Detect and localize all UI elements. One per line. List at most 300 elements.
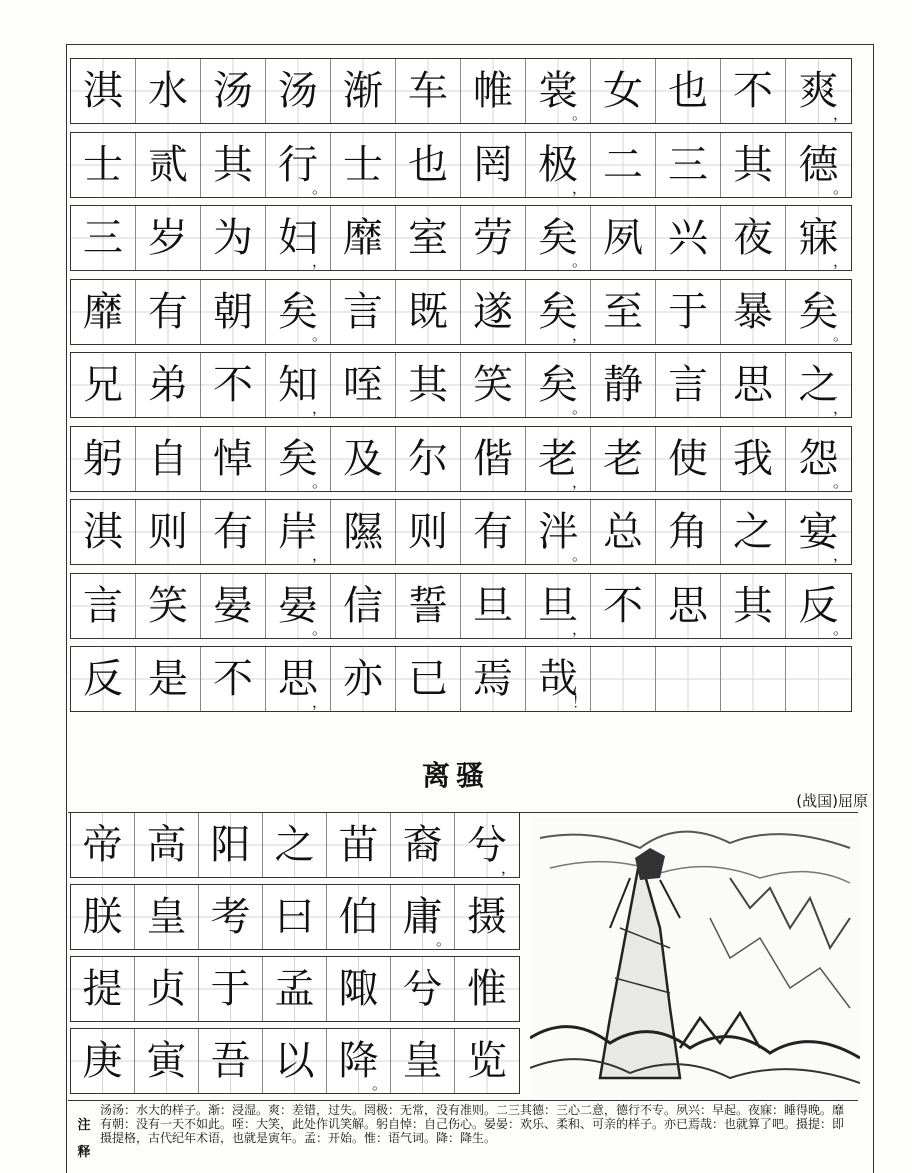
practice-character: 焉 [473, 656, 513, 702]
practice-character: 贞 [146, 966, 187, 1012]
notes-label [68, 1101, 100, 1173]
grid-cell [656, 353, 721, 417]
grid-cell [591, 574, 656, 638]
grid-cell [331, 133, 396, 197]
grid-cell [656, 647, 721, 711]
punctuation-mark: ， [832, 105, 848, 123]
grid-cell [71, 206, 136, 270]
practice-character: 有 [473, 509, 513, 555]
grid-cell [786, 206, 851, 270]
grid-cell [201, 353, 266, 417]
practice-character: 三 [668, 141, 708, 188]
grid-cell [396, 280, 461, 344]
practice-character: 伯 [338, 894, 379, 940]
notes-text: 汤汤：水大的样子。渐：浸湿。爽：差错，过失。罔极：无常，没有准则。二三其德：三心二意，德行不专。夙兴：早起。夜寐：睡得晚。靡有朝：没有一天不如此。咥：大笑，此处作讥笑解。躬自悼：自己伤心。晏晏：欢乐、柔和、可亲的样子。亦已焉哉：也就算了吧。摄提：即摄提格，古代纪年术语，也就是寅年。孟：开始。惟：语气词。降：降生。 [100, 1103, 845, 1145]
practice-character: 也 [668, 68, 708, 114]
practice-character: 泮 [538, 509, 578, 555]
practice-character: 为 [213, 215, 253, 261]
grid-row [70, 956, 520, 1022]
grid-cell [591, 59, 656, 123]
punctuation-mark: ， [311, 546, 327, 564]
notes-label-char: 注 [77, 1118, 91, 1133]
grid-cell [327, 957, 391, 1021]
grid-cell [135, 885, 199, 949]
grid-cell [71, 957, 135, 1021]
grid-cell [71, 1029, 135, 1093]
practice-character: 朝 [213, 288, 253, 335]
grid-cell [266, 647, 331, 711]
grid-cell [396, 574, 461, 638]
practice-character: 其 [213, 141, 253, 188]
practice-character: 宴 [798, 509, 839, 555]
punctuation-mark: 。 [832, 178, 848, 197]
practice-character: 旦 [473, 582, 513, 629]
practice-character: 其 [733, 582, 773, 629]
practice-character: 言 [668, 362, 708, 408]
practice-character: 庸 [402, 894, 443, 940]
practice-character: 笑 [473, 362, 513, 408]
qu-yuan-illustration [530, 818, 860, 1098]
practice-character: 不 [733, 68, 773, 114]
grid-cell [721, 133, 786, 197]
grid-cell [136, 647, 201, 711]
grid-row [70, 1028, 520, 1094]
punctuation-mark: 。 [832, 472, 848, 491]
punctuation-mark: 。 [311, 178, 327, 197]
practice-character: 也 [408, 141, 448, 188]
practice-character: 旦 [538, 582, 578, 629]
grid-cell [391, 1029, 455, 1093]
grid-cell [266, 427, 331, 491]
punctuation-mark: ！ [571, 693, 587, 711]
practice-character: 自 [148, 435, 188, 482]
grid-cell [331, 206, 396, 270]
grid-cell [201, 647, 266, 711]
grid-cell [71, 813, 135, 877]
punctuation-mark: ， [311, 399, 327, 417]
grid-cell [71, 885, 135, 949]
practice-character: 皇 [402, 1038, 443, 1084]
practice-character: 反 [83, 656, 123, 702]
grid-cell [327, 813, 391, 877]
practice-character: 之 [798, 362, 839, 408]
practice-character: 靡 [343, 215, 383, 261]
practice-character: 贰 [148, 141, 188, 188]
grid-cell [391, 957, 455, 1021]
grid-cell [721, 59, 786, 123]
practice-character: 不 [213, 362, 253, 408]
practice-character: 有 [148, 288, 188, 335]
grid-cell [526, 500, 591, 564]
practice-character: 士 [83, 141, 123, 188]
grid-cell [591, 133, 656, 197]
practice-character: 知 [278, 362, 318, 408]
punctuation-mark: ， [500, 859, 516, 877]
grid-cell [331, 280, 396, 344]
grid-cell [263, 957, 327, 1021]
practice-character: 矣 [538, 288, 578, 335]
practice-character: 三 [83, 215, 123, 261]
practice-character: 笑 [148, 582, 188, 629]
practice-character: 曰 [274, 894, 315, 940]
practice-character: 淇 [83, 509, 123, 555]
grid-cell [266, 574, 331, 638]
practice-character: 淇 [83, 68, 123, 114]
grid-cell [396, 500, 461, 564]
grid-cell [391, 813, 455, 877]
practice-character: 寐 [798, 215, 839, 261]
grid-row [70, 499, 852, 565]
practice-character: 女 [603, 68, 643, 114]
punctuation-mark: ， [832, 546, 848, 564]
practice-character: 其 [408, 362, 448, 408]
grid-cell [455, 957, 519, 1021]
grid-cell [786, 647, 851, 711]
grid-cell [391, 885, 455, 949]
grid-row [70, 884, 520, 950]
grid-cell [331, 427, 396, 491]
grid-cell [526, 133, 591, 197]
practice-character: 阳 [210, 822, 251, 868]
grid-cell [71, 647, 136, 711]
grid-cell [526, 647, 591, 711]
practice-character: 晏 [213, 582, 253, 629]
grid-cell [656, 59, 721, 123]
practice-character: 吾 [210, 1038, 251, 1084]
grid-cell [396, 133, 461, 197]
practice-character: 晏 [278, 582, 318, 629]
practice-character: 摄 [467, 894, 507, 940]
poem-author: (战国)屈原 [796, 792, 868, 810]
practice-character: 思 [733, 362, 773, 408]
punctuation-mark: 。 [571, 399, 587, 417]
punctuation-mark: ， [832, 399, 848, 417]
practice-character: 皇 [146, 894, 187, 940]
grid-cell [331, 59, 396, 123]
practice-character: 水 [148, 68, 188, 114]
grid-cell [266, 500, 331, 564]
practice-character: 孟 [274, 966, 315, 1012]
grid-cell [396, 353, 461, 417]
grid-cell [136, 500, 201, 564]
practice-character: 惟 [467, 966, 507, 1012]
practice-character: 裔 [402, 822, 443, 868]
practice-character: 夜 [733, 215, 773, 261]
practice-character: 于 [210, 966, 251, 1012]
practice-character: 躬 [83, 435, 123, 482]
grid-cell [71, 574, 136, 638]
practice-character: 汤 [278, 68, 318, 114]
grid-cell [461, 280, 526, 344]
grid-cell [721, 206, 786, 270]
grid-cell [786, 427, 851, 491]
practice-character: 矣 [538, 215, 578, 261]
practice-character: 高 [146, 822, 187, 868]
practice-character: 兮 [402, 966, 443, 1012]
grid-cell [786, 574, 851, 638]
practice-character: 览 [467, 1038, 507, 1084]
grid-cell [396, 647, 461, 711]
grid-cell [591, 647, 656, 711]
grid-cell [201, 427, 266, 491]
grid-cell [201, 280, 266, 344]
practice-character: 思 [278, 656, 318, 702]
grid-cell [396, 206, 461, 270]
grid-cell [331, 574, 396, 638]
practice-character: 言 [343, 288, 383, 335]
grid-cell [455, 885, 519, 949]
grid-cell [656, 427, 721, 491]
practice-character: 至 [603, 288, 643, 335]
grid-cell [656, 280, 721, 344]
grid-cell [526, 427, 591, 491]
practice-character: 角 [668, 509, 708, 555]
grid-cell [327, 885, 391, 949]
grid-cell [461, 500, 526, 564]
grid-cell [721, 647, 786, 711]
practice-character: 及 [343, 435, 383, 482]
grid-cell [199, 1029, 263, 1093]
grid-cell [721, 500, 786, 564]
practice-character: 悼 [213, 435, 253, 482]
practice-character: 则 [408, 509, 448, 555]
punctuation-mark: 。 [571, 105, 587, 123]
practice-character: 考 [210, 894, 251, 940]
grid-cell [136, 574, 201, 638]
practice-character: 庚 [82, 1038, 123, 1084]
grid-cell [199, 813, 263, 877]
practice-character: 汤 [213, 68, 253, 114]
punctuation-mark: 。 [571, 546, 587, 564]
practice-character: 信 [343, 582, 383, 629]
practice-character: 寅 [146, 1038, 187, 1084]
grid-cell [266, 353, 331, 417]
grid-cell [656, 574, 721, 638]
grid-cell [71, 427, 136, 491]
practice-character: 有 [213, 509, 253, 555]
practice-character: 士 [343, 141, 383, 188]
practice-character: 是 [148, 656, 188, 702]
grid-row [70, 279, 852, 345]
grid-cell [656, 206, 721, 270]
practice-character: 帷 [473, 68, 513, 114]
grid-cell [396, 59, 461, 123]
grid-cell [461, 206, 526, 270]
practice-character: 靡 [83, 288, 123, 335]
grid-cell [591, 500, 656, 564]
practice-character: 之 [274, 822, 315, 868]
punctuation-mark: 。 [311, 325, 327, 344]
punctuation-mark: 。 [832, 619, 848, 638]
notes-section [68, 1100, 858, 1173]
punctuation-mark: ， [571, 325, 587, 344]
grid-cell [327, 1029, 391, 1093]
grid-cell [721, 574, 786, 638]
grid-cell [71, 353, 136, 417]
grid-cell [721, 427, 786, 491]
practice-character: 亦 [343, 656, 383, 702]
grid-cell [656, 500, 721, 564]
practice-character: 苗 [338, 822, 379, 868]
practice-character: 哉 [538, 656, 578, 702]
grid-cell [136, 206, 201, 270]
practice-character: 行 [278, 141, 318, 188]
grid-row [70, 58, 852, 124]
practice-character: 劳 [473, 215, 513, 261]
grid-cell [136, 133, 201, 197]
grid-cell [591, 427, 656, 491]
grid-cell [455, 813, 519, 877]
grid-cell [199, 957, 263, 1021]
practice-character: 咥 [343, 362, 383, 408]
practice-character: 其 [733, 141, 773, 188]
practice-character: 总 [603, 509, 643, 555]
poem-title: 离骚 [421, 759, 490, 792]
grid-cell [656, 133, 721, 197]
practice-character: 静 [603, 362, 643, 408]
grid-cell [135, 1029, 199, 1093]
grid-cell [266, 206, 331, 270]
practice-character: 夙 [603, 215, 643, 261]
practice-character: 言 [83, 582, 123, 629]
punctuation-mark: 。 [571, 252, 587, 270]
grid-cell [136, 280, 201, 344]
grid-cell [396, 427, 461, 491]
grid-cell [591, 206, 656, 270]
grid-row [70, 132, 852, 198]
practice-character: 矣 [278, 435, 318, 482]
grid-cell [786, 280, 851, 344]
practice-character: 裳 [538, 68, 578, 114]
practice-character: 岁 [148, 215, 188, 261]
grid-cell [786, 500, 851, 564]
practice-character: 极 [538, 141, 578, 188]
practice-character: 妇 [278, 215, 318, 261]
grid-cell [786, 59, 851, 123]
practice-character: 朕 [82, 894, 123, 940]
grid-cell [201, 59, 266, 123]
grid-cell [591, 280, 656, 344]
practice-character: 偕 [473, 435, 513, 482]
practice-character: 老 [603, 435, 643, 482]
practice-character: 之 [733, 509, 773, 555]
practice-character: 誓 [408, 582, 448, 629]
grid-cell [71, 59, 136, 123]
grid-cell [331, 500, 396, 564]
punctuation-mark: ， [311, 693, 327, 711]
practice-character: 渐 [343, 68, 383, 114]
grid-cell [786, 133, 851, 197]
grid-cell [461, 353, 526, 417]
grid-cell [135, 957, 199, 1021]
grid-row [70, 812, 520, 878]
practice-character: 老 [538, 435, 578, 482]
grid-cell [263, 1029, 327, 1093]
punctuation-mark: 。 [435, 931, 451, 949]
grid-cell [526, 574, 591, 638]
practice-character: 罔 [473, 141, 513, 188]
grid-cell [591, 353, 656, 417]
practice-character: 车 [408, 68, 448, 114]
grid-cell [201, 133, 266, 197]
grid-cell [461, 647, 526, 711]
practice-character: 室 [408, 215, 448, 261]
grid-cell [786, 353, 851, 417]
practice-character: 德 [798, 141, 839, 188]
grid-cell [461, 59, 526, 123]
punctuation-mark: ， [571, 619, 587, 638]
practice-character: 降 [338, 1038, 379, 1084]
practice-character: 岸 [278, 509, 318, 555]
grid-cell [461, 574, 526, 638]
grid-cell [135, 813, 199, 877]
grid-cell [526, 206, 591, 270]
punctuation-mark: ， [311, 252, 327, 270]
grid-cell [136, 427, 201, 491]
grid-cell [266, 280, 331, 344]
punctuation-mark: ， [571, 178, 587, 197]
practice-character: 怨 [798, 435, 839, 482]
practice-character: 于 [668, 288, 708, 335]
practice-character: 遂 [473, 288, 513, 335]
grid-row [70, 205, 852, 271]
grid-cell [461, 133, 526, 197]
grid-cell [526, 280, 591, 344]
punctuation-mark: 。 [311, 472, 327, 491]
practice-character: 不 [213, 656, 253, 702]
grid-cell [455, 1029, 519, 1093]
grid-cell [201, 500, 266, 564]
practice-character: 以 [274, 1038, 315, 1084]
grid-cell [136, 353, 201, 417]
grid-cell [266, 133, 331, 197]
grid-cell [461, 427, 526, 491]
grid-row [70, 352, 852, 418]
practice-character: 爽 [798, 68, 839, 114]
grid-cell [721, 353, 786, 417]
grid-cell [71, 500, 136, 564]
practice-character: 帝 [82, 822, 123, 868]
practice-character: 陬 [338, 966, 379, 1012]
practice-character: 我 [733, 435, 773, 482]
practice-character: 已 [408, 656, 448, 702]
grid-cell [331, 353, 396, 417]
practice-character: 不 [603, 582, 643, 629]
practice-character: 矣 [798, 288, 839, 335]
grid-cell [721, 280, 786, 344]
punctuation-mark: ， [571, 472, 587, 491]
grid-cell [526, 59, 591, 123]
practice-character: 矣 [278, 288, 318, 335]
practice-character: 二 [603, 141, 643, 188]
practice-character: 提 [82, 966, 123, 1012]
punctuation-mark: ， [832, 252, 848, 270]
grid-cell [331, 647, 396, 711]
grid-cell [201, 574, 266, 638]
grid-cell [71, 280, 136, 344]
practice-character: 使 [668, 435, 708, 482]
practice-character: 则 [148, 509, 188, 555]
grid-cell [136, 59, 201, 123]
practice-character: 兴 [668, 215, 708, 261]
grid-cell [71, 133, 136, 197]
grid-cell [266, 59, 331, 123]
notes-label-char: 释 [77, 1145, 91, 1160]
grid-cell [263, 813, 327, 877]
grid-cell [526, 353, 591, 417]
practice-character: 暴 [733, 288, 773, 335]
practice-character: 既 [408, 288, 448, 335]
